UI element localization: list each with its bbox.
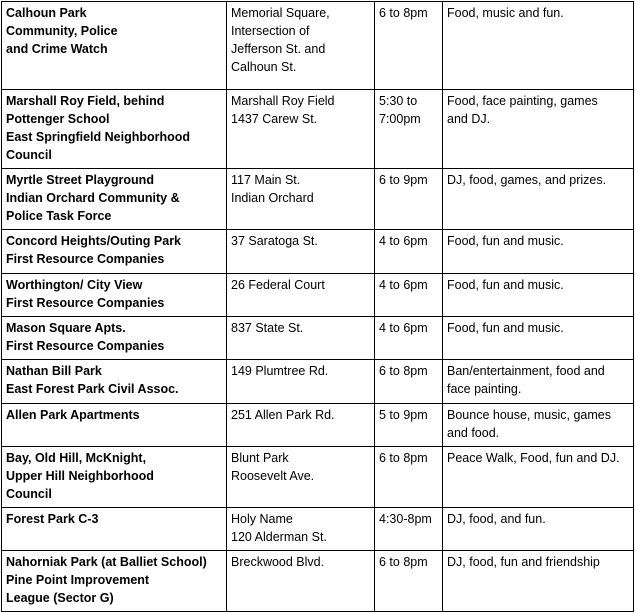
- activities-text: and DJ.: [447, 112, 491, 126]
- address-cell: [227, 230, 375, 274]
- time-text: 5 to 9pm: [379, 408, 428, 422]
- activities-text: Bounce house, music, games: [447, 408, 611, 422]
- activities-cell: [443, 508, 634, 551]
- activities-cell: [443, 404, 634, 447]
- address-text: Holy Name: [231, 512, 293, 526]
- location-text: Pine Point Improvement: [6, 573, 150, 587]
- address-text: 117 Main St.: [231, 173, 301, 187]
- location-text: and Crime Watch: [6, 42, 108, 56]
- time-text: 6 to 8pm: [379, 364, 428, 378]
- location-cell: [2, 508, 227, 551]
- address-cell: [227, 2, 375, 90]
- location-text: Myrtle Street Playground: [6, 173, 154, 187]
- time-cell: [375, 508, 443, 551]
- activities-cell: [443, 90, 634, 169]
- time-cell: [375, 360, 443, 404]
- time-text: 6 to 8pm: [379, 555, 428, 569]
- time-text: 6 to 8pm: [379, 6, 428, 20]
- address-cell: [227, 360, 375, 404]
- table-row: [2, 274, 634, 317]
- activities-cell: [443, 360, 634, 404]
- activities-text: Food, fun and music.: [447, 321, 564, 335]
- time-cell: [375, 447, 443, 508]
- activities-cell: [443, 230, 634, 274]
- activities-text: Food, face painting, games: [447, 94, 598, 108]
- location-text: Nahorniak Park (at Balliet School): [6, 555, 207, 569]
- events-table: [1, 1, 634, 612]
- location-text: Concord Heights/Outing Park: [6, 234, 182, 248]
- table-row: [2, 508, 634, 551]
- table-row: [2, 551, 634, 612]
- table-row: [2, 230, 634, 274]
- address-text: Calhoun St.: [231, 60, 297, 74]
- events-table-body: [2, 2, 634, 612]
- location-text: Calhoun Park: [6, 6, 87, 20]
- location-text: First Resource Companies: [6, 296, 165, 310]
- location-cell: [2, 90, 227, 169]
- time-text: 4 to 6pm: [379, 321, 428, 335]
- location-cell: [2, 169, 227, 230]
- address-cell: [227, 317, 375, 360]
- location-text: Allen Park Apartments: [6, 408, 140, 422]
- address-text: Indian Orchard: [231, 191, 314, 205]
- address-cell: [227, 508, 375, 551]
- location-cell: [2, 404, 227, 447]
- activities-cell: [443, 2, 634, 90]
- time-text: 6 to 8pm: [379, 451, 428, 465]
- time-text: 6 to 9pm: [379, 173, 428, 187]
- location-cell: [2, 551, 227, 612]
- time-cell: [375, 230, 443, 274]
- location-text: East Forest Park Civil Assoc.: [6, 382, 179, 396]
- address-cell: [227, 404, 375, 447]
- activities-text: Food, fun and music.: [447, 234, 564, 248]
- time-text: 4 to 6pm: [379, 278, 428, 292]
- address-cell: [227, 447, 375, 508]
- location-text: Police Task Force: [6, 209, 112, 223]
- activities-text: Food, fun and music.: [447, 278, 564, 292]
- address-cell: [227, 551, 375, 612]
- location-cell: [2, 274, 227, 317]
- location-text: Indian Orchard Community &: [6, 191, 180, 205]
- activities-text: and food.: [447, 426, 500, 440]
- time-cell: [375, 2, 443, 90]
- activities-text: Ban/entertainment, food and: [447, 364, 605, 378]
- time-text: 4 to 6pm: [379, 234, 428, 248]
- address-text: Roosevelt Ave.: [231, 469, 315, 483]
- table-row: [2, 2, 634, 90]
- table-row: [2, 360, 634, 404]
- address-text: 120 Alderman St.: [231, 530, 327, 544]
- activities-text: DJ, food, fun and friendship: [447, 555, 600, 569]
- activities-cell: [443, 317, 634, 360]
- time-cell: [375, 404, 443, 447]
- location-text: Council: [6, 487, 52, 501]
- location-text: Upper Hill Neighborhood: [6, 469, 154, 483]
- time-text: 4:30-8pm: [379, 512, 432, 526]
- address-cell: [227, 169, 375, 230]
- location-cell: [2, 447, 227, 508]
- table-row: [2, 169, 634, 230]
- address-text: 837 State St.: [231, 321, 304, 335]
- activities-text: DJ, food, games, and prizes.: [447, 173, 607, 187]
- activities-text: Food, music and fun.: [447, 6, 564, 20]
- address-text: 149 Plumtree Rd.: [231, 364, 329, 378]
- table-row: [2, 447, 634, 508]
- address-text: 251 Allen Park Rd.: [231, 408, 335, 422]
- activities-cell: [443, 447, 634, 508]
- address-text: 1437 Carew St.: [231, 112, 318, 126]
- location-text: Community, Police: [6, 24, 118, 38]
- location-cell: [2, 317, 227, 360]
- time-text: 7:00pm: [379, 112, 421, 126]
- address-text: Jefferson St. and: [231, 42, 326, 56]
- location-cell: [2, 230, 227, 274]
- location-text: Mason Square Apts.: [6, 321, 126, 335]
- location-cell: [2, 2, 227, 90]
- activities-cell: [443, 169, 634, 230]
- time-text: 5:30 to: [379, 94, 418, 108]
- location-text: Bay, Old Hill, McKnight,: [6, 451, 147, 465]
- time-cell: [375, 169, 443, 230]
- activities-text: Peace Walk, Food, fun and DJ.: [447, 451, 620, 465]
- address-text: Memorial Square,: [231, 6, 330, 20]
- location-text: First Resource Companies: [6, 252, 165, 266]
- location-text: Forest Park C-3: [6, 512, 99, 526]
- activities-cell: [443, 274, 634, 317]
- time-cell: [375, 274, 443, 317]
- location-text: Marshall Roy Field, behind: [6, 94, 165, 108]
- location-text: East Springfield Neighborhood: [6, 130, 191, 144]
- location-text: Pottenger School: [6, 112, 110, 126]
- address-text: Intersection of: [231, 24, 310, 38]
- table-row: [2, 317, 634, 360]
- address-text: Blunt Park: [231, 451, 289, 465]
- time-cell: [375, 90, 443, 169]
- address-text: Marshall Roy Field: [231, 94, 335, 108]
- location-text: League (Sector G): [6, 591, 114, 605]
- location-text: Worthington/ City View: [6, 278, 143, 292]
- address-text: 26 Federal Court: [231, 278, 325, 292]
- activities-text: DJ, food, and fun.: [447, 512, 546, 526]
- location-text: Council: [6, 148, 52, 162]
- address-text: Breckwood Blvd.: [231, 555, 325, 569]
- location-cell: [2, 360, 227, 404]
- address-cell: [227, 274, 375, 317]
- table-row: [2, 404, 634, 447]
- time-cell: [375, 551, 443, 612]
- location-text: First Resource Companies: [6, 339, 165, 353]
- activities-text: face painting.: [447, 382, 522, 396]
- table-row: [2, 90, 634, 169]
- address-cell: [227, 90, 375, 169]
- address-text: 37 Saratoga St.: [231, 234, 318, 248]
- time-cell: [375, 317, 443, 360]
- location-text: Nathan Bill Park: [6, 364, 102, 378]
- activities-cell: [443, 551, 634, 612]
